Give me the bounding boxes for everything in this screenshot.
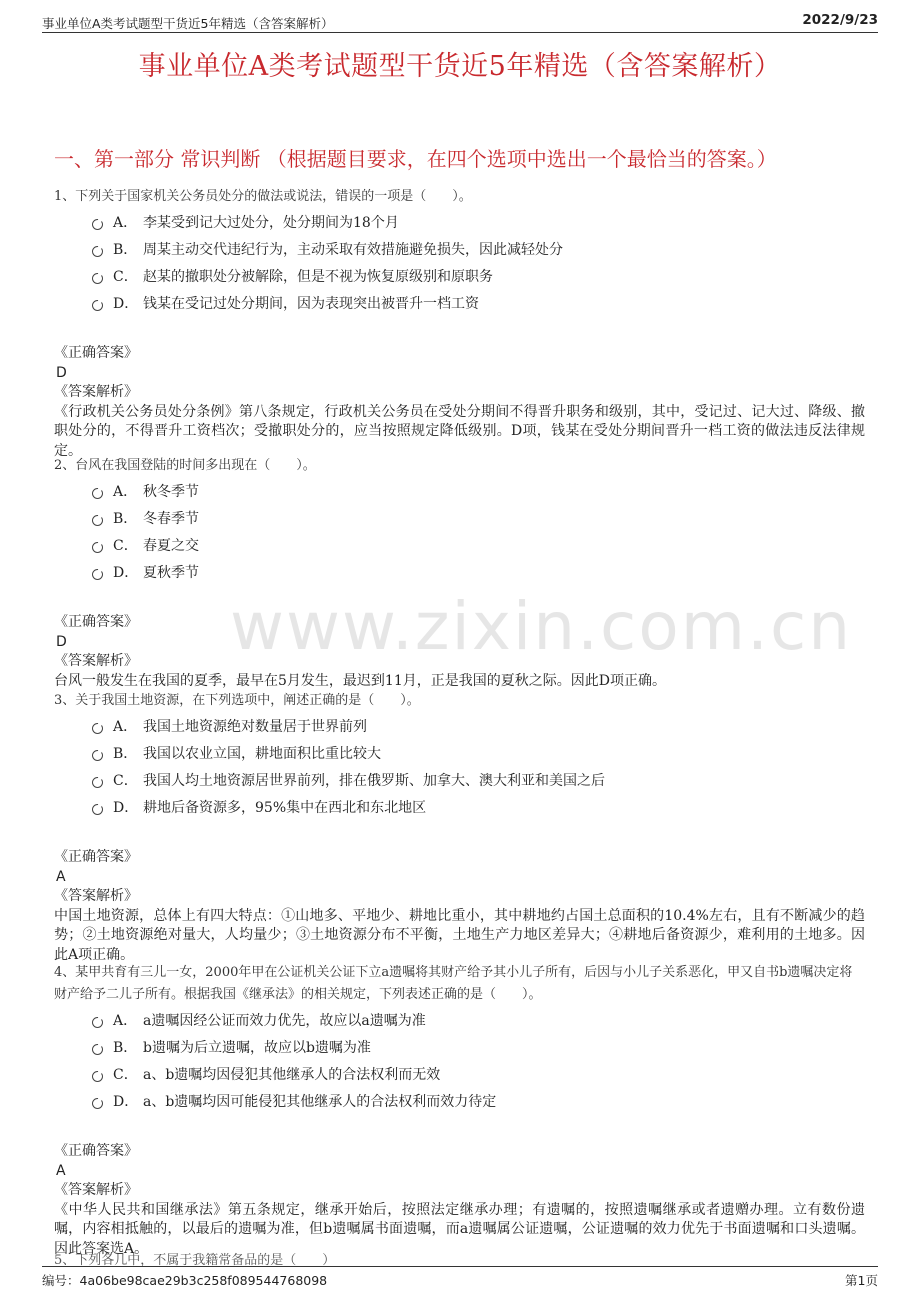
option-letter: C． [113, 1067, 138, 1083]
option-a[interactable] [92, 210, 865, 237]
option-text: a遗嘱因经公证而效力优先，故应以a遗嘱为准 [143, 1013, 426, 1029]
radio-icon[interactable] [92, 219, 103, 230]
question-stem: 4、某甲共育有三儿一女，2000年甲在公证机关公证下立a遗嘱将其财产给予其小儿子所有，后因与小儿子关系恶化，甲又自书b遗嘱决定将财产给予二儿子所有。根据我国《继承法》的相关规定，下列表述正确的是（ ）。 [54, 965, 853, 1002]
correct-answer: A [56, 1162, 66, 1179]
radio-icon[interactable] [92, 750, 103, 761]
option-b[interactable] [92, 237, 865, 264]
radio-icon[interactable] [92, 723, 103, 734]
correct-answer: A [56, 868, 66, 885]
radio-icon[interactable] [92, 273, 103, 284]
option-letter: C． [113, 773, 138, 789]
option-letter: B． [113, 746, 138, 762]
radio-icon[interactable] [92, 777, 103, 788]
option-letter: C． [113, 269, 138, 285]
option-c[interactable] [92, 768, 865, 795]
explanation-label: 《答案解析》 [54, 653, 138, 669]
option-text: 夏秋季节 [143, 565, 199, 581]
answer-block [54, 848, 865, 965]
option-letter: A． [113, 215, 138, 231]
answer-label: 《正确答案》 [54, 345, 138, 361]
watermark: www.zixin.com.cn [230, 588, 853, 665]
correct-answer: D [56, 633, 67, 650]
option-b[interactable] [92, 741, 865, 768]
question-3 [54, 690, 865, 965]
question-stem: 1、下列关于国家机关公务员处分的做法或说法，错误的一项是（ ）。 [54, 189, 472, 204]
answer-label: 《正确答案》 [54, 849, 138, 865]
option-a[interactable] [92, 714, 865, 741]
option-text: 秋冬季节 [143, 484, 199, 500]
option-text: 钱某在受记过处分期间，因为表现突出被晋升一档工资 [143, 296, 479, 312]
page-number: 第1页 [845, 1273, 878, 1288]
correct-answer: D [56, 364, 67, 381]
option-letter: B． [113, 1040, 138, 1056]
explanation-text: 中国土地资源，总体上有四大特点：①山地多、平地少、耕地比重小，其中耕地约占国土总面积的10.4%左右，且有不断减少的趋势；②土地资源绝对量大，人均量少；③土地资源分布不平衡，土地生产力地区差异大；④耕地后备资源少，难利用的土地多。因此A项正确。 [54, 907, 865, 963]
radio-icon[interactable] [92, 1044, 103, 1055]
option-text: 春夏之交 [143, 538, 199, 554]
answer-label: 《正确答案》 [54, 1143, 138, 1159]
option-c[interactable] [92, 1062, 865, 1089]
radio-icon[interactable] [92, 1071, 103, 1082]
answer-block [54, 613, 865, 691]
option-d[interactable] [92, 560, 865, 587]
option-letter: A． [113, 719, 138, 735]
question-stem: 2、台风在我国登陆的时间多出现在（ ）。 [54, 458, 316, 473]
header-doc-title: 事业单位A类考试题型干货近5年精选（含答案解析） [42, 16, 334, 31]
page-header [42, 10, 878, 33]
radio-icon[interactable] [92, 1098, 103, 1109]
radio-icon[interactable] [92, 542, 103, 553]
radio-icon[interactable] [92, 488, 103, 499]
answer-label: 《正确答案》 [54, 614, 138, 630]
option-a[interactable] [92, 1008, 865, 1035]
option-text: 冬春季节 [143, 511, 199, 527]
document-title: 事业单位A类考试题型干货近5年精选（含答案解析） [138, 51, 782, 82]
option-a[interactable] [92, 479, 865, 506]
option-text: b遗嘱为后立遗嘱，故应以b遗嘱为准 [143, 1040, 371, 1056]
radio-icon[interactable] [92, 804, 103, 815]
option-text: 赵某的撤职处分被解除，但是不视为恢复原级别和原职务 [143, 269, 493, 285]
option-text: 我国以农业立国，耕地面积比重比较大 [143, 746, 381, 762]
explanation-text: 《行政机关公务员处分条例》第八条规定，行政机关公务员在受处分期间不得晋升职务和级别，其中，受记过、记大过、降级、撤职处分的，不得晋升工资档次；受撤职处分的，应当按照规定降低级别。D项，钱某在受处分期间晋升一档工资的做法违反法律规定。 [54, 403, 865, 459]
radio-icon[interactable] [92, 569, 103, 580]
radio-icon[interactable] [92, 515, 103, 526]
option-letter: D． [113, 296, 139, 312]
explanation-label: 《答案解析》 [54, 384, 138, 400]
radio-icon[interactable] [92, 300, 103, 311]
option-letter: D． [113, 565, 139, 581]
header-date: 2022/9/23 [802, 12, 878, 28]
radio-icon[interactable] [92, 246, 103, 257]
next-question-cut-line: 5、下列各几中，不属于我籍常备品的是（ ） [54, 1253, 336, 1268]
option-text: 周某主动交代违纪行为，主动采取有效措施避免损失，因此减轻处分 [143, 242, 563, 258]
option-letter: B． [113, 511, 138, 527]
option-letter: A． [113, 1013, 138, 1029]
explanation-label: 《答案解析》 [54, 888, 138, 904]
explanation-label: 《答案解析》 [54, 1182, 138, 1198]
option-d[interactable] [92, 795, 865, 822]
question-1 [54, 186, 865, 461]
option-text: a、b遗嘱均因侵犯其他继承人的合法权利而无效 [143, 1067, 441, 1083]
option-b[interactable] [92, 506, 865, 533]
explanation-text: 台风一般发生在我国的夏季，最早在5月发生，最迟到11月，正是我国的夏秋之际。因此D项正确。 [54, 672, 666, 689]
option-letter: B． [113, 242, 138, 258]
option-b[interactable] [92, 1035, 865, 1062]
option-letter: C． [113, 538, 138, 554]
option-letter: A． [113, 484, 138, 500]
option-c[interactable] [92, 533, 865, 560]
answer-block [54, 344, 865, 461]
section-title: 一、第一部分 常识判断 （根据题目要求，在四个选项中选出一个最恰当的答案。） [54, 147, 777, 171]
option-letter: D． [113, 1094, 139, 1110]
option-text: a、b遗嘱均因可能侵犯其他继承人的合法权利而效力待定 [143, 1094, 497, 1110]
explanation-text: 《中华人民共和国继承法》第五条规定，继承开始后，按照法定继承办理；有遗嘱的，按照遗嘱继承或者遗赠办理。立有数份遗嘱，内容相抵触的，以最后的遗嘱为准，但b遗嘱属书面遗嘱，而a遗嘱属公证遗嘱，公证遗嘱的效力优先于书面遗嘱和口头遗嘱。因此答案选A。 [54, 1201, 865, 1257]
option-d[interactable] [92, 291, 865, 318]
option-text: 耕地后备资源多，95%集中在西北和东北地区 [143, 800, 427, 816]
question-stem: 3、关于我国土地资源，在下列选项中，阐述正确的是（ ）。 [54, 693, 420, 708]
option-letter: D． [113, 800, 139, 816]
option-text: 我国土地资源绝对数量居于世界前列 [143, 719, 367, 735]
option-d[interactable] [92, 1089, 865, 1116]
option-text: 我国人均土地资源居世界前列，排在俄罗斯、加拿大、澳大利亚和美国之后 [143, 773, 605, 789]
document-id: 编号：4a06be98cae29b3c258f089544768098 [42, 1273, 328, 1288]
page-footer [42, 1266, 878, 1289]
option-text: 李某受到记大过处分，处分期间为18个月 [143, 215, 399, 231]
radio-icon[interactable] [92, 1017, 103, 1028]
option-c[interactable] [92, 264, 865, 291]
question-2 [54, 455, 865, 691]
